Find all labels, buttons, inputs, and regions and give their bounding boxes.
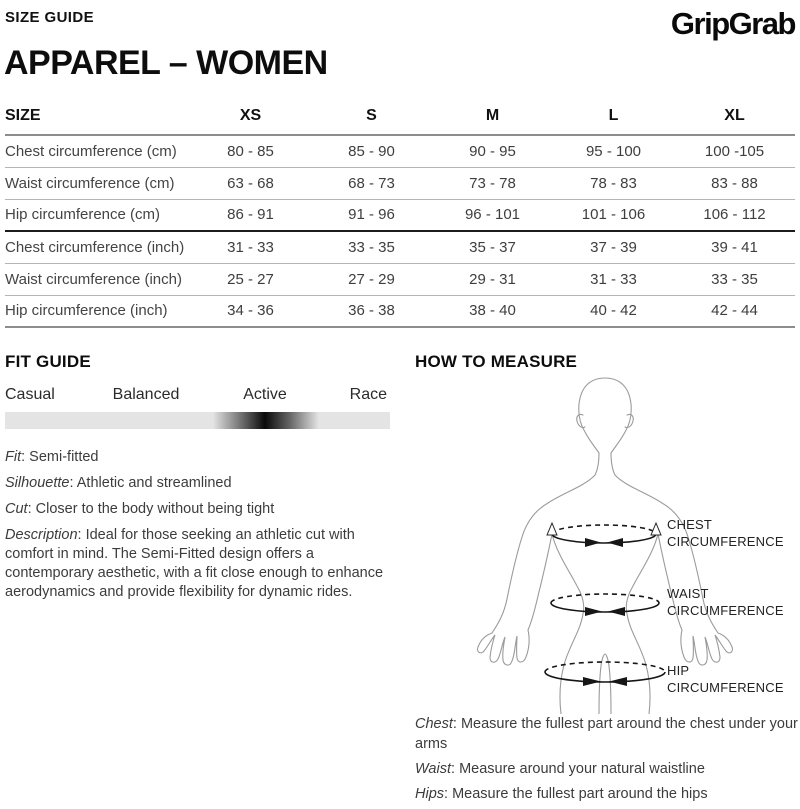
page-title: APPAREL – WOMEN — [4, 44, 328, 82]
row-label: Chest circumference (inch) — [5, 238, 185, 256]
column-header-l: L — [608, 107, 619, 124]
cell: 33 - 35 — [348, 238, 395, 256]
colon: : — [27, 501, 32, 517]
waist-instruction: Measure around your natural waistline — [459, 761, 705, 777]
cell: 33 - 35 — [711, 270, 758, 288]
instruction-waist — [415, 759, 800, 779]
cell: 85 - 90 — [348, 142, 395, 160]
instruction-chest — [415, 714, 800, 754]
hip-circumference-label — [667, 662, 784, 696]
table-row-waist-cm — [5, 167, 795, 199]
cell: 95 - 100 — [585, 142, 642, 160]
cut-value: Closer to the body without being tight — [35, 501, 275, 517]
waist-circumference-label — [667, 585, 784, 619]
cell: 36 - 38 — [348, 302, 395, 320]
column-header-m: M — [485, 107, 500, 124]
column-header-size: SIZE — [5, 107, 41, 124]
cell: 35 - 37 — [469, 238, 516, 256]
description-term: Description — [5, 527, 78, 543]
label-line: CIRCUMFERENCE — [667, 603, 784, 618]
fit-scale-label-casual: Casual — [5, 386, 55, 403]
fit-scale-labels — [5, 386, 390, 405]
description-value: Ideal for those seeking an athletic cut with comfort in mind. The Semi-Fitted design offers a contemporary aesthetic, with a fit close enough to enhance aerodynamics and provide flexibility for dynamic rides. — [5, 527, 384, 600]
silhouette-value: Athletic and streamlined — [76, 475, 232, 491]
label-line: WAIST — [667, 586, 709, 601]
label-line: CIRCUMFERENCE — [667, 680, 784, 695]
label-line: CIRCUMFERENCE — [667, 534, 784, 549]
chest-instruction: Measure the fullest part around the chest under your arms — [415, 716, 798, 752]
how-to-measure-heading: HOW TO MEASURE — [415, 352, 578, 371]
size-table — [5, 101, 795, 328]
cell: 86 - 91 — [227, 206, 274, 224]
fit-scale-label-active: Active — [243, 386, 287, 403]
cell: 31 - 33 — [590, 270, 637, 288]
cell: 91 - 96 — [348, 206, 395, 224]
colon: : — [77, 527, 82, 543]
cell: 25 - 27 — [227, 270, 274, 288]
measurement-figure — [415, 374, 800, 714]
fit-detail-description — [5, 526, 405, 602]
label-line: CHEST — [667, 517, 713, 532]
cell: 96 - 101 — [464, 206, 521, 224]
fit-detail-silhouette — [5, 474, 405, 493]
colon: : — [451, 761, 456, 777]
cell: 100 -105 — [704, 142, 765, 160]
row-label: Hip circumference (cm) — [5, 206, 161, 224]
column-header-xl: XL — [724, 107, 745, 124]
colon: : — [21, 449, 26, 465]
size-guide-label: SIZE GUIDE — [5, 9, 95, 26]
column-header-xs: XS — [239, 107, 262, 124]
cell: 83 - 88 — [711, 174, 758, 192]
hips-instruction: Measure the fullest part around the hips — [452, 786, 708, 802]
cell: 40 - 42 — [590, 302, 637, 320]
colon: : — [452, 716, 457, 732]
cell: 73 - 78 — [469, 174, 516, 192]
column-header-s: S — [366, 107, 377, 124]
fit-scale-label-balanced: Balanced — [112, 386, 180, 403]
size-table-header-row — [5, 101, 795, 135]
cell: 27 - 29 — [348, 270, 395, 288]
row-label: Hip circumference (inch) — [5, 302, 168, 320]
row-label: Chest circumference (cm) — [5, 142, 177, 160]
fit-scale-label-race: Race — [349, 386, 387, 403]
cell: 90 - 95 — [469, 142, 516, 160]
table-row-hip-cm — [5, 199, 795, 231]
fit-details — [5, 448, 405, 602]
cell: 78 - 83 — [590, 174, 637, 192]
cell: 29 - 31 — [469, 270, 516, 288]
fit-term: Fit — [5, 449, 22, 465]
cut-term: Cut — [5, 501, 28, 517]
label-line: HIP — [667, 663, 690, 678]
fit-guide-heading: FIT GUIDE — [5, 352, 91, 371]
table-row-chest-inch — [5, 231, 795, 263]
row-label: Waist circumference (cm) — [5, 174, 175, 192]
fit-detail-cut — [5, 500, 405, 519]
table-row-chest-cm — [5, 135, 795, 167]
table-row-hip-inch — [5, 295, 795, 327]
cell: 68 - 73 — [348, 174, 395, 192]
fit-detail-fit — [5, 448, 405, 467]
cell: 101 - 106 — [581, 206, 646, 224]
gripgrab-logo: GripGrab — [670, 6, 795, 41]
fit-guide-section — [5, 352, 405, 609]
hips-term: Hips — [415, 786, 445, 802]
cell: 38 - 40 — [469, 302, 516, 320]
cell: 37 - 39 — [590, 238, 637, 256]
colon: : — [444, 786, 449, 802]
how-to-measure-section — [415, 352, 800, 372]
cell: 39 - 41 — [711, 238, 758, 256]
hip-measure-ring — [545, 662, 665, 686]
table-row-waist-inch — [5, 263, 795, 295]
instruction-hips — [415, 784, 800, 804]
cell: 42 - 44 — [711, 302, 758, 320]
chest-circumference-label — [667, 516, 784, 550]
waist-term: Waist — [415, 761, 451, 777]
cell: 34 - 36 — [227, 302, 274, 320]
fit-value: Semi-fitted — [29, 449, 99, 465]
cell: 106 - 112 — [703, 206, 766, 224]
measure-instructions — [415, 714, 800, 809]
fit-scale-bar — [5, 412, 390, 429]
silhouette-term: Silhouette — [5, 475, 70, 491]
cell: 80 - 85 — [227, 142, 274, 160]
chest-term: Chest — [415, 716, 453, 732]
row-label: Waist circumference (inch) — [5, 270, 182, 288]
waist-measure-ring — [551, 594, 659, 616]
cell: 31 - 33 — [227, 238, 274, 256]
chest-measure-ring — [547, 523, 661, 547]
cell: 63 - 68 — [227, 174, 274, 192]
colon: : — [69, 475, 74, 491]
